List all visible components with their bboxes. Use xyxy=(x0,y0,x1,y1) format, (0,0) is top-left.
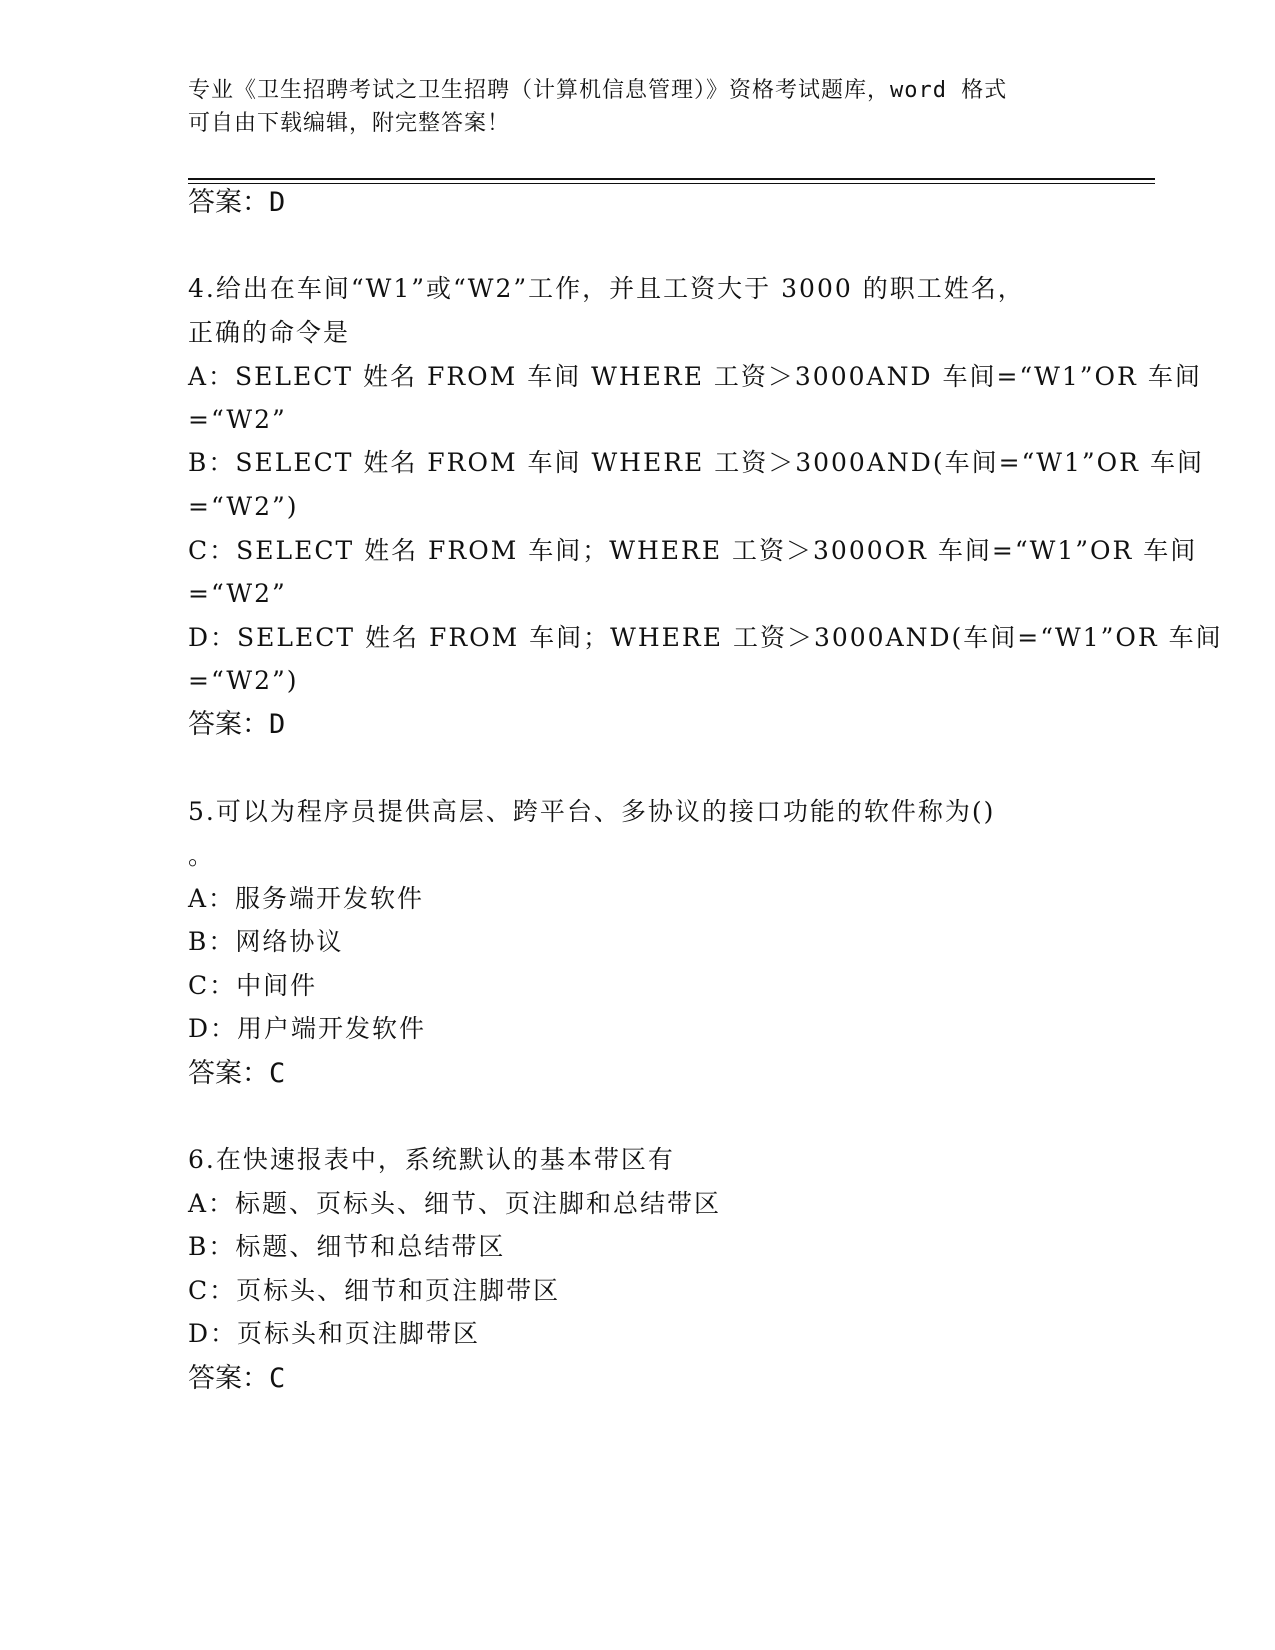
q5-option-c: C：中间件 xyxy=(188,971,318,1000)
q4-stem-line-2: 正确的命令是 xyxy=(188,318,351,347)
q6-option-d: D：页标头和页注脚带区 xyxy=(188,1319,481,1348)
q6-option-a: A：标题、页标头、细节、页注脚和总结带区 xyxy=(188,1189,722,1218)
document-header xyxy=(188,74,1068,140)
q4-option-a-line-2: =“W2” xyxy=(188,405,287,434)
q5-stem-line-2: 。 xyxy=(188,841,216,870)
q4-stem-line-1: 4.给出在车间“W1”或“W2”工作，并且工资大于 3000 的职工姓名， xyxy=(188,274,1025,303)
header-line-2: 可自由下载编辑，附完整答案！ xyxy=(188,111,511,136)
q4-option-c-line-1: C：SELECT 姓名 FROM 车间；WHERE 工资＞3000OR 车间=“W1”OR 车间 xyxy=(188,536,1198,565)
q5-answer: 答案：C xyxy=(188,1058,286,1089)
q5-option-d: D：用户端开发软件 xyxy=(188,1014,427,1043)
q6-option-b: B：标题、细节和总结带区 xyxy=(188,1232,506,1261)
q5-option-a: A：服务端开发软件 xyxy=(188,884,425,913)
q4-option-a-line-1: A：SELECT 姓名 FROM 车间 WHERE 工资＞3000AND 车间=“W1”OR 车间 xyxy=(188,362,1202,391)
q4-option-b-line-2: =“W2”) xyxy=(188,492,299,521)
q4-option-d-line-1: D：SELECT 姓名 FROM 车间；WHERE 工资＞3000AND(车间=“W1”OR 车间 xyxy=(188,623,1223,652)
q6-option-c: C：页标头、细节和页注脚带区 xyxy=(188,1276,561,1305)
header-line-1: 专业《卫生招聘考试之卫生招聘（计算机信息管理）》资格考试题库，word 格式 xyxy=(188,78,1008,103)
q6-answer: 答案：C xyxy=(188,1363,286,1394)
header-divider-thick xyxy=(188,178,1155,180)
header-divider-thin xyxy=(188,183,1155,184)
q6-stem: 6.在快速报表中，系统默认的基本带区有 xyxy=(188,1145,675,1174)
q4-option-c-line-2: =“W2” xyxy=(188,579,287,608)
q4-option-d-line-2: =“W2”) xyxy=(188,666,299,695)
q5-stem-line-1: 5.可以为程序员提供高层、跨平台、多协议的接口功能的软件称为() xyxy=(188,797,996,826)
q4-option-b-line-1: B：SELECT 姓名 FROM 车间 WHERE 工资＞3000AND(车间=“W1”OR 车间 xyxy=(188,448,1204,477)
previous-answer: 答案：D xyxy=(188,187,286,218)
q4-answer: 答案：D xyxy=(188,709,286,740)
q5-option-b: B：网络协议 xyxy=(188,927,344,956)
